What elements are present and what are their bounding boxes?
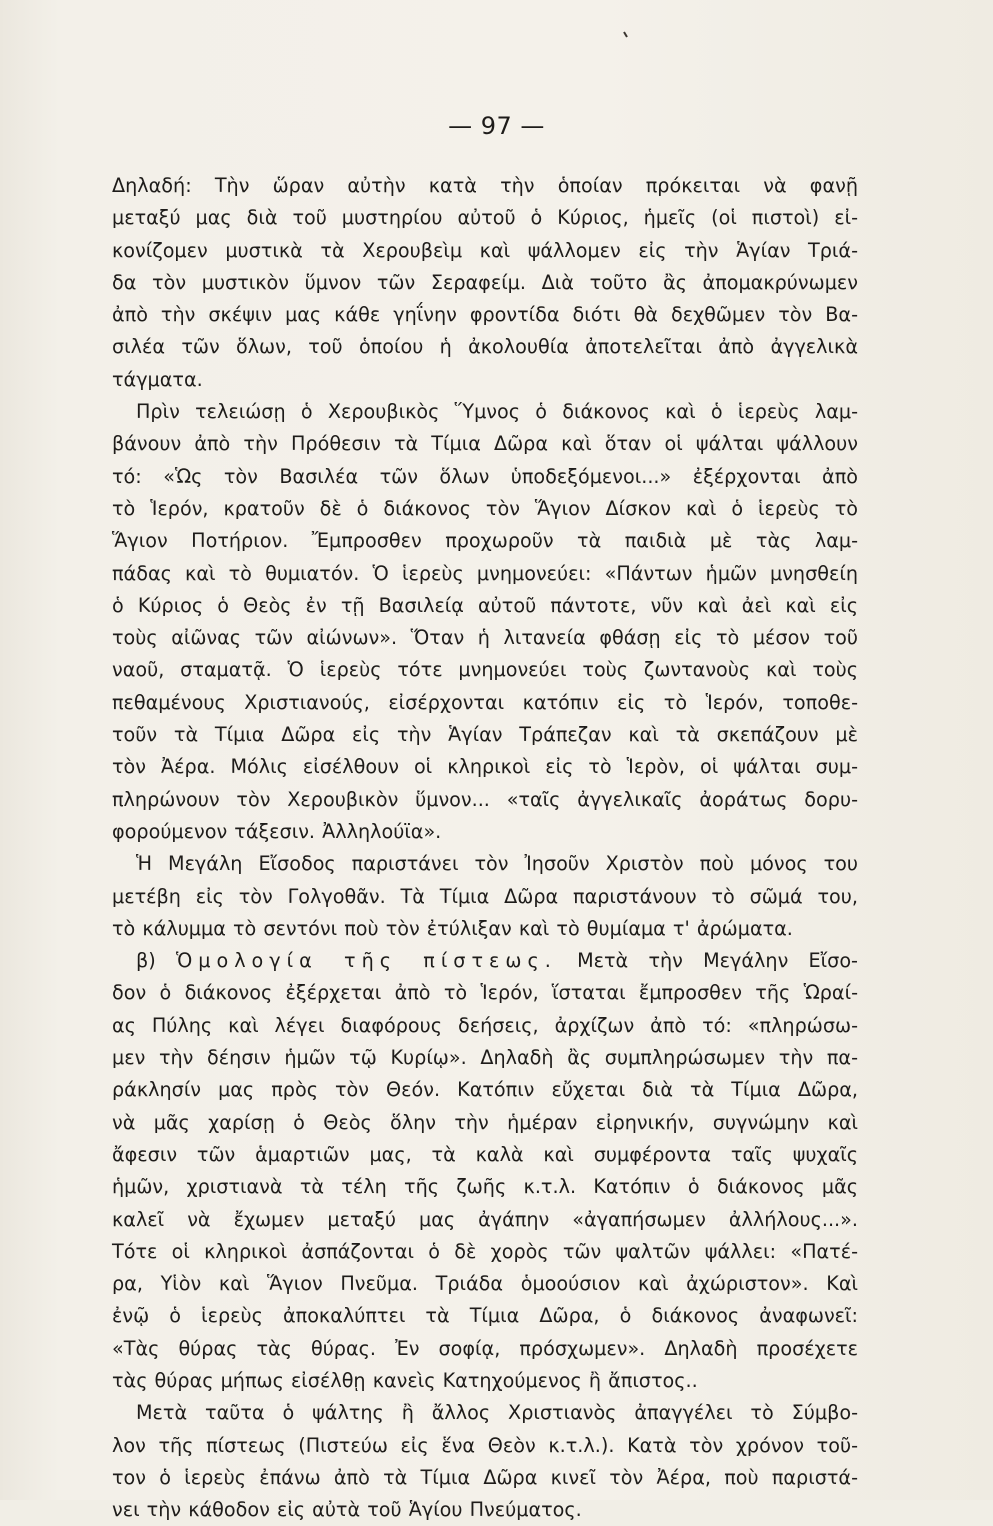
text-line: νὰ μᾶς χαρίσῃ ὁ Θεὸς ὅλην τὴν ἡμέραν εἰρηνικήν, συγνώμην καὶ <box>112 1110 858 1134</box>
text-line: τάγματα. <box>112 367 203 391</box>
text-line: ἡμῶν, χριστιανὰ τὰ τέλη τῆς ζωῆς κ.τ.λ. Κατόπιν ὁ διάκονος μᾶς <box>112 1175 858 1199</box>
text-line: δα τὸν μυστικὸν ὕμνον τῶν Σεραφείμ. Διὰ τοῦτο ἂς ἀπομακρύνωμεν <box>112 270 858 294</box>
page-number: — 97 — <box>448 112 545 140</box>
section-heading: Ὁμολογία τῆς πίστεως. <box>175 949 557 973</box>
text-line: τοῦν τὰ Τίμια Δῶρα εἰς τὴν Ἁγίαν Τράπεζαν καὶ τὰ σκεπάζουν μὲ <box>112 723 858 747</box>
text-line: βάνουν ἀπὸ τὴν Πρόθεσιν τὰ Τίμια Δῶρα καὶ ὅταν οἱ ψάλται ψάλλουν <box>112 432 858 456</box>
text-line: δον ὁ διάκονος ἐξέρχεται ἀπὸ τὸ Ἱερόν, ἵσταται ἔμπροσθεν τῆς Ὡραί- <box>112 981 858 1005</box>
text-line: ὁ Κύριος ὁ Θεὸς ἐν τῇ Βασιλείᾳ αὐτοῦ πάντοτε, νῦν καὶ ἀεὶ καὶ εἰς <box>112 593 858 617</box>
text-line: πεθαμένους Χριστιανούς, εἰσέρχονται κατόπιν εἰς τὸ Ἱερόν, τοποθε- <box>112 690 858 714</box>
text-line: «Τὰς θύρας τὰς θύρας. Ἐν σοφίᾳ, πρόσχωμεν». Δηλαδὴ προσέχετε <box>112 1336 858 1360</box>
text-line: φορούμενον τάξεσιν. Ἀλληλούϊα». <box>112 819 442 843</box>
text-line <box>112 945 858 977</box>
text-line: Μετὰ ταῦτα ὁ ψάλτης ἢ ἄλλος Χριστιανὸς ἀπαγγέλει τὸ Σύμβο- <box>136 1401 858 1425</box>
section-marker: β) <box>136 949 176 973</box>
text-line: Ἡ Μεγάλη Εἴσοδος παριστάνει τὸν Ἰησοῦν Χριστὸν ποὺ μόνος του <box>136 852 858 876</box>
text-line: τοὺς αἰῶνας τῶν αἰώνων». Ὅταν ἡ λιτανεία φθάσῃ εἰς τὸ μέσον τοῦ <box>112 626 858 650</box>
text-line: νει τὴν κάθοδον εἰς αὐτὰ τοῦ Ἁγίου Πνεύματος. <box>112 1498 582 1522</box>
text-line: κονίζομεν μυστικὰ τὰ Χερουβεὶμ καὶ ψάλλομεν εἰς τὴν Ἁγίαν Τριά- <box>112 238 858 262</box>
text-line: ας Πύλης καὶ λέγει διαφόρους δεήσεις, ἀρχίζων ἀπὸ τό: «πληρώσω- <box>112 1013 858 1037</box>
text-line: ἐνῷ ὁ ἱερεὺς ἀποκαλύπτει τὰ Τίμια Δῶρα, ὁ διάκονος ἀναφωνεῖ: <box>112 1304 858 1328</box>
section-text: Μετὰ τὴν Μεγάλην Εἴσο- <box>556 949 858 973</box>
text-line: τὸν Ἀέρα. Μόλις εἰσέλθουν οἱ κληρικοὶ εἰς τὸ Ἱερὸν, οἱ ψάλται συμ- <box>112 755 858 779</box>
body-text <box>112 170 858 1526</box>
text-line: ρα, Υἱὸν καὶ Ἅγιον Πνεῦμα. Τριάδα ὁμοούσιον καὶ ἀχώριστον». Καὶ <box>112 1272 858 1296</box>
text-line: Ἅγιον Ποτήριον. Ἔμπροσθεν προχωροῦν τὰ παιδιὰ μὲ τὰς λαμ- <box>112 529 858 553</box>
text-line: σιλέα τῶν ὅλων, τοῦ ὁποίου ἡ ἀκολουθία ἀποτελεῖται ἀπὸ ἀγγελικὰ <box>112 335 858 359</box>
text-line: Τότε οἱ κληρικοὶ ἀσπάζονται ὁ δὲ χορὸς τῶν ψαλτῶν ψάλλει: «Πατέ- <box>112 1239 858 1263</box>
text-line: τον ὁ ἱερεὺς ἐπάνω ἀπὸ τὰ Τίμια Δῶρα κινεῖ τὸν Ἀέρα, ποὺ παριστά- <box>112 1465 858 1489</box>
text-line: μετέβη εἰς τὸν Γολγοθᾶν. Τὰ Τίμια Δῶρα παριστάνουν τὸ σῶμά του, <box>112 884 858 908</box>
text-line: Δηλαδή: Τὴν ὥραν αὐτὴν κατὰ τὴν ὁποίαν πρόκειται νὰ φανῇ <box>112 174 858 197</box>
text-line: ἀπὸ τὴν σκέψιν μας κάθε γηΐνην φροντίδα διότι θὰ δεχθῶμεν τὸν Βα- <box>112 303 858 327</box>
text-line: μεν τὴν δέησιν ἡμῶν τῷ Κυρίῳ». Δηλαδὴ ἂς συμπληρώσωμεν τὴν πα- <box>112 1046 858 1070</box>
text-line: μεταξύ μας διὰ τοῦ μυστηρίου αὐτοῦ ὁ Κύριος, ἡμεῖς (οἱ πιστοὶ) εἰ- <box>112 206 858 230</box>
text-line: πληρώνουν τὸν Χερουβικὸν ὕμνον... «ταῖς ἀγγελικαῖς ἀοράτως δορυ- <box>112 787 858 811</box>
text-line: πάδας καὶ τὸ θυμιατόν. Ὁ ἱερεὺς μνημονεύει: «Πάντων ἡμῶν μνησθείη <box>112 561 858 585</box>
text-line: τὰς θύρας μήπως εἰσέλθῃ κανεὶς Κατηχούμενος ἢ ἄπιστος.. <box>112 1368 698 1392</box>
text-line: ναοῦ, σταματᾷ. Ὁ ἱερεὺς τότε μνημονεύει τοὺς ζωντανοὺς καὶ τοὺς <box>112 658 858 682</box>
text-line: τὸ κάλυμμα τὸ σεντόνι ποὺ τὸν ἐτύλιξαν καὶ τὸ θυμίαμα τ' ἀρώματα. <box>112 916 793 940</box>
text-line: ἄφεσιν τῶν ἁμαρτιῶν μας, τὰ καλὰ καὶ συμφέροντα ταῖς ψυχαῖς <box>112 1142 858 1166</box>
ink-speck <box>624 32 627 37</box>
text-line: καλεῖ νὰ ἔχωμεν μεταξύ μας ἀγάπην «ἀγαπήσωμεν ἀλλήλους...». <box>112 1207 858 1231</box>
text-line: ράκλησίν μας πρὸς τὸν Θεόν. Κατόπιν εὔχεται διὰ τὰ Τίμια Δῶρα, <box>112 1078 858 1102</box>
text-line: λον τῆς πίστεως (Πιστεύω εἰς ἕνα Θεὸν κ.τ.λ.). Κατὰ τὸν χρόνον τοῦ- <box>112 1433 858 1457</box>
text-line: Πρὶν τελειώσῃ ὁ Χερουβικὸς Ὕμνος ὁ διάκονος καὶ ὁ ἱερεὺς λαμ- <box>136 400 858 424</box>
text-line: τό: «Ὡς τὸν Βασιλέα τῶν ὅλων ὑποδεξόμενοι...» ἐξέρχονται ἀπὸ <box>112 464 858 488</box>
text-line: τὸ Ἱερόν, κρατοῦν δὲ ὁ διάκονος τὸν Ἅγιον Δίσκον καὶ ὁ ἱερεὺς τὸ <box>112 496 858 520</box>
